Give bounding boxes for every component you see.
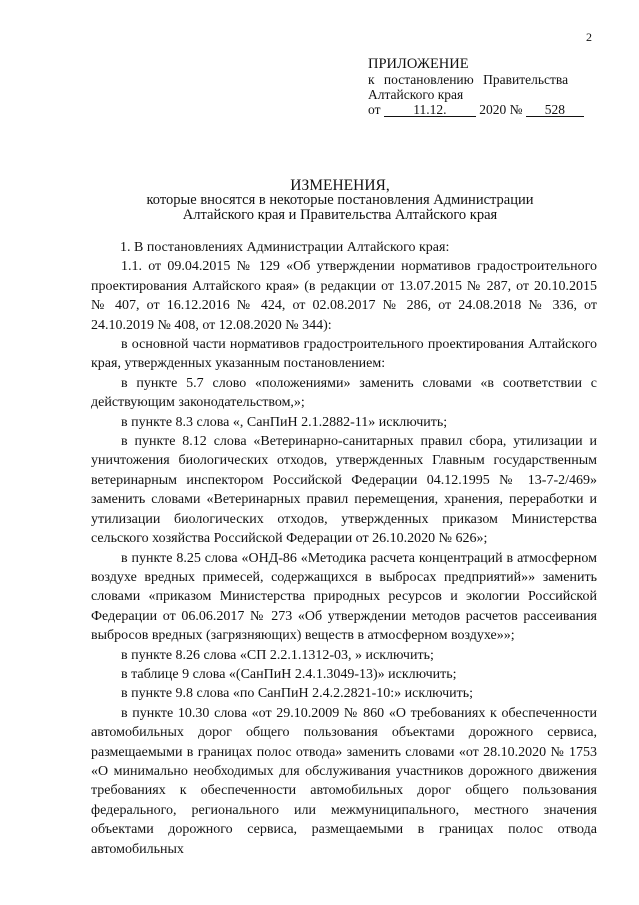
annex-resolution-line: к постановлению Правительства [368,72,569,87]
paragraph: в пункте 8.25 слова «ОНД-86 «Методика расчета концентраций в атмосферном воздухе вредных примесей, содержащихся в выбросах предприятий»» заменить словами «приказом Министерства природных ресурсов и экологии Российской Федерации от 06.06.2017 № 273 «Об утверждении методов расчетов рассеивания выбросов вредных (загрязняющих) веществ в атмосферном воздухе»»; [91,550,597,644]
page-number: 2 [586,30,592,44]
paragraph: в пункте 8.3 слова «, СанПиН 2.1.2882-11» исключить; [121,414,448,430]
annex-header [368,57,608,117]
paragraph: в основной части нормативов градостроительного проектирования Алтайского края, утвержденных указанным постановлением: [91,337,597,372]
document-title [60,178,620,223]
paragraph: в пункте 9.8 слова «по СанПиН 2.4.2.2821-10:» исключить; [121,686,474,702]
date-value: 11.12. [413,102,447,117]
paragraph: в таблице 9 слова «(СанПиН 2.4.1.3049-13)» исключить; [121,666,457,682]
annex-date-line [368,102,608,117]
number-value: 528 [544,102,565,117]
paragraph: 1.1. от 09.04.2015 № 129 «Об утверждении нормативов градостроительного проектирования Алтайского края» (в редакции от 13.07.2015 № 287, от 20.10.2015 № 407, от 16.12.2016 № 424, от 02.08.2017 № 286, от 24.08.2018 № 336, от 24.10.2019 № 408, от 12.08.2020 № 344): [91,259,597,333]
paragraph: 1. В постановлениях Администрации Алтайского края: [120,240,450,255]
paragraph: в пункте 10.30 слова «от 29.10.2009 № 860 «О требованиях к обеспеченности автомобильных дорог общего пользования объектами дорожного сервиса, размещаемыми в границах полос отвода» заменить словами «от 28.10.2020 № 1753 «О минимально необходимых для обслуживания участников дорожного движения требованиях к обеспеченности автомобильных дорог общего пользования федерального, регионального или межмуниципального, местного значения объектами дорожного сервиса, размещаемыми в границах полос отвода автомобильных [91,705,597,857]
document-body [91,238,597,859]
title-heading: ИЗМЕНЕНИЯ, [290,177,390,194]
title-line-1: которые вносятся в некоторые постановления Администрации [146,192,534,208]
year-text: 2020 № [479,102,523,117]
annex-region-line: Алтайского края [368,87,464,102]
annex-label: ПРИЛОЖЕНИЕ [368,56,469,72]
number-field [526,103,584,117]
title-line-2: Алтайского края и Правительства Алтайского края [182,207,498,223]
paragraph: в пункте 8.12 слова «Ветеринарно-санитарных правил сбора, утилизации и уничтожения биологических отходов, утвержденных Главным государственным ветеринарным инспектором Российской Федерации 04.12.1995 № 13-7-2/469» заменить словами «Ветеринарных правил перемещения, хранения, переработки и утилизации биологических отходов, утвержденных приказом Министерства сельского хозяйства Российской Федерации от 26.10.2020 № 626»; [91,434,597,547]
date-prefix: от [368,102,381,117]
date-field [384,103,476,117]
paragraph: в пункте 8.26 слова «СП 2.2.1.1312-03, » исключить; [121,647,434,663]
paragraph: в пункте 5.7 слово «положениями» заменить словами «в соответствии с действующим законодательством,»; [91,375,597,411]
